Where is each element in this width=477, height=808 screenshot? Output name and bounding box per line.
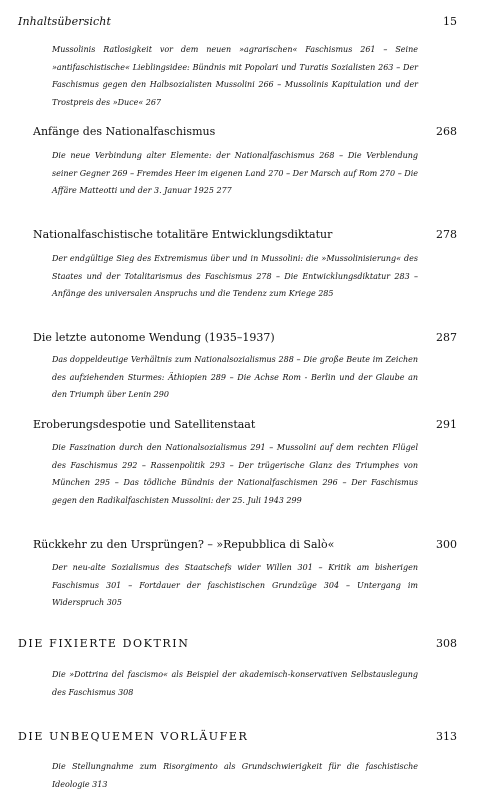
- toc-entry: [33, 417, 457, 433]
- toc-part-title: DIE UNBEQUEMEN VORLÄUFER: [18, 730, 249, 743]
- toc-entry-page: 287: [436, 331, 457, 344]
- toc-entry: [33, 537, 457, 553]
- toc-entry-title: Rückkehr zu den Ursprüngen? – »Repubblica di Salò«: [33, 538, 335, 551]
- toc-entry-title: Die letzte autonome Wendung (1935–1937): [33, 331, 275, 344]
- toc-entry-summary: Die neue Verbindung alter Elemente: der Nationalfaschismus 268 – Die Verblendung seiner Gegner 269 – Fremdes Heer im eigenen Land 270 – Der Marsch auf Rom 270 – Die Affäre Matteotti und der 3. Januar 1925 277: [52, 151, 418, 195]
- page-number: 15: [443, 15, 457, 28]
- toc-entry-summary: Der neu-alte Sozialismus des Staatschefs wider Willen 301 – Kritik am bisherigen Faschismus 301 – Fortdauer der faschistischen Grundzüge 304 – Untergang im Widerspruch 305: [52, 563, 418, 607]
- toc-part-page: 313: [436, 730, 457, 743]
- toc-entry-summary: Das doppeldeutige Verhältnis zum Nationalsozialismus 288 – Die große Beute im Zeichen des aufziehenden Sturmes: Äthiopien 289 – Die Achse Rom - Berlin und der Glaube an den Triumph über Lenin 290: [52, 355, 418, 399]
- toc-entry-page: 278: [436, 228, 457, 241]
- toc-entry: [33, 227, 457, 243]
- toc-entry-title: Nationalfaschistische totalitäre Entwicklungsdiktatur: [33, 228, 333, 241]
- toc-entry-page: 291: [436, 418, 457, 431]
- toc-entry-title: Eroberungsdespotie und Satellitenstaat: [33, 418, 256, 431]
- toc-part-page: 308: [436, 637, 457, 650]
- toc-part-heading: [18, 636, 457, 652]
- toc-entry-page: 268: [436, 125, 457, 138]
- toc-part-summary: Die Stellungnahme zum Risorgimento als Grundschwierigkeit für die faschistische Ideologie 313: [52, 762, 418, 789]
- toc-entry: [33, 330, 457, 346]
- toc-entry-heading: [33, 330, 457, 346]
- toc-entry-summary: Die Faszination durch den Nationalsozialismus 291 – Mussolini auf dem rechten Flügel des Faschismus 292 – Rassenpolitik 293 – Der trügerische Glanz des Triumphes von München 295 – Das tödliche Bündnis der Nationalfaschismen 296 – Der Faschismus gegen den Radikalfaschisten Mussolini: der 25. Juli 1943 299: [52, 443, 418, 505]
- intro-summary: Mussolinis Ratlosigkeit vor dem neuen »agrarischen« Faschismus 261 – Seine »antifaschistische« Lieblingsidee: Bündnis mit Popolari und Turatis Sozialisten 263 – Der Faschismus gegen den Halbsozialisten Mussolini 266 – Mussolinis Kapitulation und der Trostpreis des »Duce« 267: [52, 45, 418, 107]
- toc-part: [18, 729, 457, 745]
- toc-part-title: DIE FIXIERTE DOKTRIN: [18, 637, 190, 650]
- toc-part-heading: [18, 729, 457, 745]
- toc-entry-heading: [33, 417, 457, 433]
- toc-part: [18, 636, 457, 652]
- toc-entry-heading: [33, 537, 457, 553]
- toc-entry-heading: [33, 227, 457, 243]
- toc-entry-page: 300: [436, 538, 457, 551]
- toc-entry-summary: Der endgültige Sieg des Extremismus über und in Mussolini: die »Mussolinisierung« des Staates und der Totalitarismus des Faschismus 278 – Die Entwicklungsdiktatur 283 – Anfänge des universalen Anspruchs und die Tendenz zum Kriege 285: [52, 254, 418, 298]
- toc-entry-heading: [33, 124, 457, 140]
- running-head: Inhaltsübersicht: [18, 15, 111, 28]
- toc-entry-title: Anfänge des Nationalfaschismus: [33, 125, 216, 138]
- toc-part-summary: Die »Dottrina del fascismo« als Beispiel der akademisch-konservativen Selbstauslegung des Faschismus 308: [52, 670, 418, 697]
- toc-entry: [33, 124, 457, 140]
